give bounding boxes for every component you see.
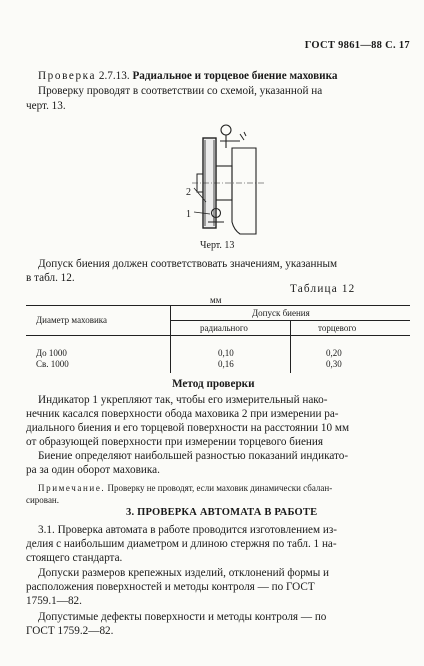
- section3-line: стоящего стандарта.: [26, 552, 123, 564]
- tolerance-line2: в табл. 12.: [26, 272, 75, 284]
- section3-title: 3. ПРОВЕРКА АВТОМАТА В РАБОТЕ: [126, 507, 318, 518]
- table-row-face: 0,20: [326, 348, 342, 358]
- section3-line: 3.1. Проверка автомата в работе проводится изготовлением из-: [38, 524, 338, 536]
- page-header: ГОСТ 9861—88 С. 17: [304, 40, 410, 51]
- method-title: Метод проверки: [172, 378, 255, 390]
- method-line: Биение определяют наибольшей разностью показаний индикато-: [38, 450, 349, 462]
- note: [38, 483, 332, 493]
- check-heading: [38, 70, 337, 83]
- col-radial: радиального: [200, 323, 248, 333]
- method-line: диального биения и его торцевой поверхности на расстоянии 10 мм: [26, 422, 350, 434]
- indicator-top-icon: [221, 125, 231, 135]
- figure-label-2: 2: [186, 187, 191, 198]
- col-group: Допуск биения: [252, 308, 310, 318]
- check-title-spaced: Проверка: [38, 70, 97, 82]
- section3-line: делия с наибольшим диаметром и длиною стержня по табл. 1 на-: [26, 538, 337, 550]
- figure-caption: Черт. 13: [200, 240, 235, 251]
- note-line1: Проверку не проводят, если маховик динамически сбалан-: [107, 483, 333, 493]
- table-row-radial: 0,10: [218, 348, 234, 358]
- check-number: 2.7.13.: [98, 70, 130, 82]
- method-line: от образующей поверхности при измерении торцевого биения: [26, 436, 324, 448]
- section3-line: расположения поверхностей и методы контроля — по ГОСТ: [26, 581, 315, 593]
- table-title: Таблица 12: [290, 283, 356, 295]
- table-row-face: 0,30: [326, 359, 342, 369]
- table-row: Св. 1000: [36, 359, 69, 369]
- figure-label-1: 1: [186, 209, 191, 220]
- check-text-line1: Проверку проводят в соответствии со схемой, указанной на: [38, 85, 323, 97]
- check-text-line2: черт. 13.: [26, 100, 66, 112]
- table-row: До 1000: [36, 348, 67, 358]
- section3-line: Допуски размеров крепежных изделий, отклонений формы и: [38, 567, 330, 579]
- housing: [232, 148, 256, 234]
- section3-line: ГОСТ 1759.2—82.: [26, 625, 114, 637]
- method-line: нечник касался поверхности обода маховика 2 при измерении ра-: [26, 408, 339, 420]
- note-line2: сирован.: [26, 495, 60, 505]
- table-unit: мм: [210, 295, 222, 305]
- check-title-bold: Радиальное и торцевое биение маховика: [132, 70, 338, 82]
- method-line: Индикатор 1 укрепляют так, чтобы его измерительный нако-: [38, 394, 328, 406]
- table-row-radial: 0,16: [218, 359, 234, 369]
- figure-diagram: [170, 118, 270, 236]
- section3-line: Допустимые дефекты поверхности и методы контроля — по: [38, 611, 327, 623]
- section3-line: 1759.1—82.: [26, 595, 82, 607]
- method-line: ра за один оборот маховика.: [26, 464, 160, 476]
- tolerance-line1: Допуск биения должен соответствовать значениям, указанным: [38, 258, 338, 270]
- col-face: торцевого: [318, 323, 357, 333]
- note-label: Примечание.: [38, 483, 106, 493]
- col-diameter: Диаметр маховика: [36, 315, 108, 325]
